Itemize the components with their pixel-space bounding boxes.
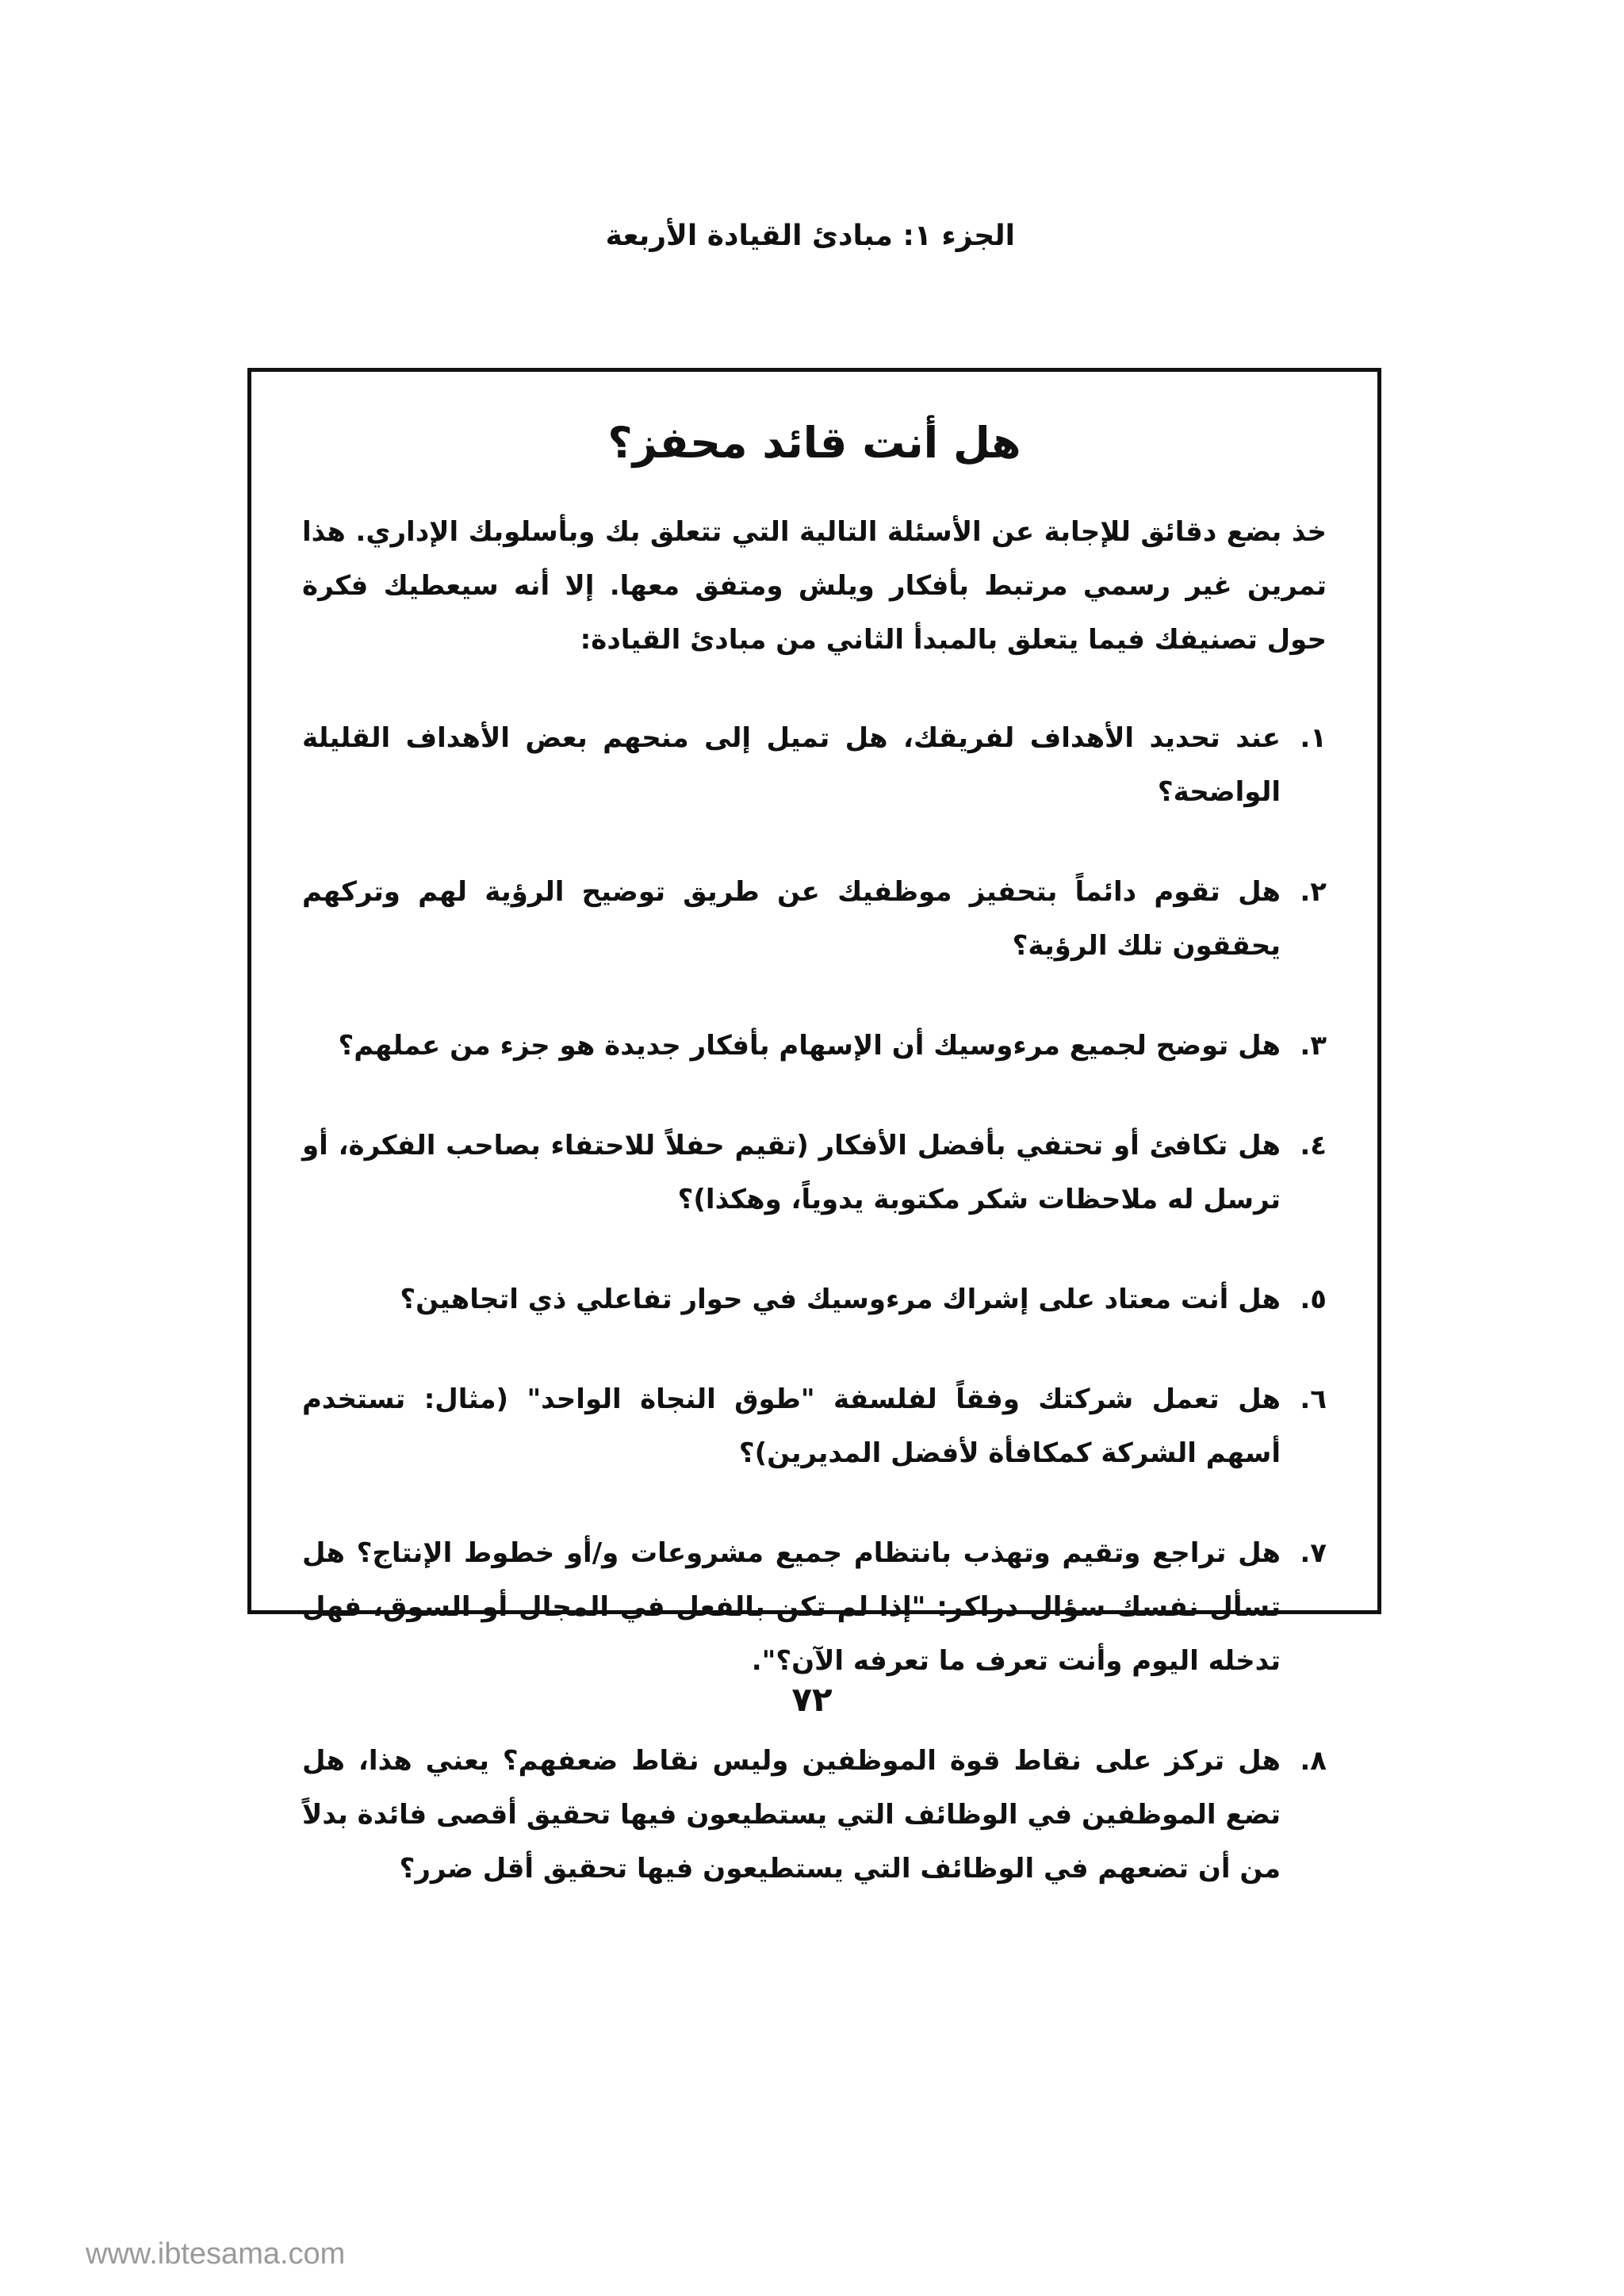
question-item [302,1734,1327,1896]
question-item [302,1119,1327,1226]
question-text: هل تراجع وتقيم وتهذب بانتظام جميع مشروعات و/أو خطوط الإنتاج؟ هل تسأل نفسك سؤال دراكر: "إذا لم تكن بالفعل في المجال أو السوق، فهل تدخله اليوم وأنت تعرف ما تعرفه الآن؟". [302,1537,1281,1677]
question-number: ٥. [1300,1284,1327,1315]
question-number: ٧. [1300,1537,1327,1569]
question-text: هل تقوم دائماً بتحفيز موظفيك عن طريق توضيح الرؤية لهم وتركهم يحققون تلك الرؤية؟ [302,876,1281,962]
question-text: هل تكافئ أو تحتفي بأفضل الأفكار (تقيم حفلاً للاحتفاء بصاحب الفكرة، أو ترسل له ملاحظات شكر مكتوبة يدوياً، وهكذا)؟ [302,1130,1281,1215]
question-text: هل أنت معتاد على إشراك مرءوسيك في حوار تفاعلي ذي اتجاهين؟ [400,1284,1281,1315]
question-text: عند تحديد الأهداف لفريقك، هل تميل إلى منحهم بعض الأهداف القليلة الواضحة؟ [302,722,1281,808]
question-item [302,1019,1327,1073]
question-item [302,1526,1327,1688]
question-number: ٤. [1300,1130,1327,1161]
question-number: ٢. [1300,876,1327,908]
question-number: ٦. [1300,1383,1327,1415]
question-item [302,711,1327,819]
question-number: ٨. [1300,1745,1327,1777]
site-watermark: www.ibtesama.com [86,2237,346,2271]
box-title: هل أنت قائد محفز؟ [607,418,1021,468]
question-text: هل تعمل شركتك وفقاً لفلسفة "طوق النجاة الواحد" (مثال: تستخدم أسهم الشركة كمكافأة لأفضل المديرين)؟ [302,1383,1281,1469]
intro-paragraph: خذ بضع دقائق للإجابة عن الأسئلة التالية التي تتعلق بك وبأسلوبك الإداري. هذا تمرين غير رسمي مرتبط بأفكار ويلش ومتفق معها. إلا أنه سيعطيك فكرة حول تصنيفك فيما يتعلق بالمبدأ الثاني من مبادئ القيادة: [302,516,1327,656]
question-item [302,1272,1327,1326]
question-text: هل تركز على نقاط قوة الموظفين وليس نقاط ضعفهم؟ يعني هذا، هل تضع الموظفين في الوظائف التي يستطيعون فيها تحقيق أقصى فائدة بدلاً من أن تضعهم في الوظائف التي يستطيعون فيها تحقيق أقل ضرر؟ [302,1745,1281,1885]
page-number: ٧٢ [791,1680,833,1719]
question-number: ١. [1300,722,1327,754]
question-item [302,1372,1327,1480]
running-head: الجزء ١: مبادئ القيادة الأربعة [605,220,1015,252]
question-item [302,865,1327,973]
question-number: ٣. [1300,1030,1327,1062]
question-text: هل توضح لجميع مرءوسيك أن الإسهام بأفكار جديدة هو جزء من عملهم؟ [338,1030,1281,1062]
